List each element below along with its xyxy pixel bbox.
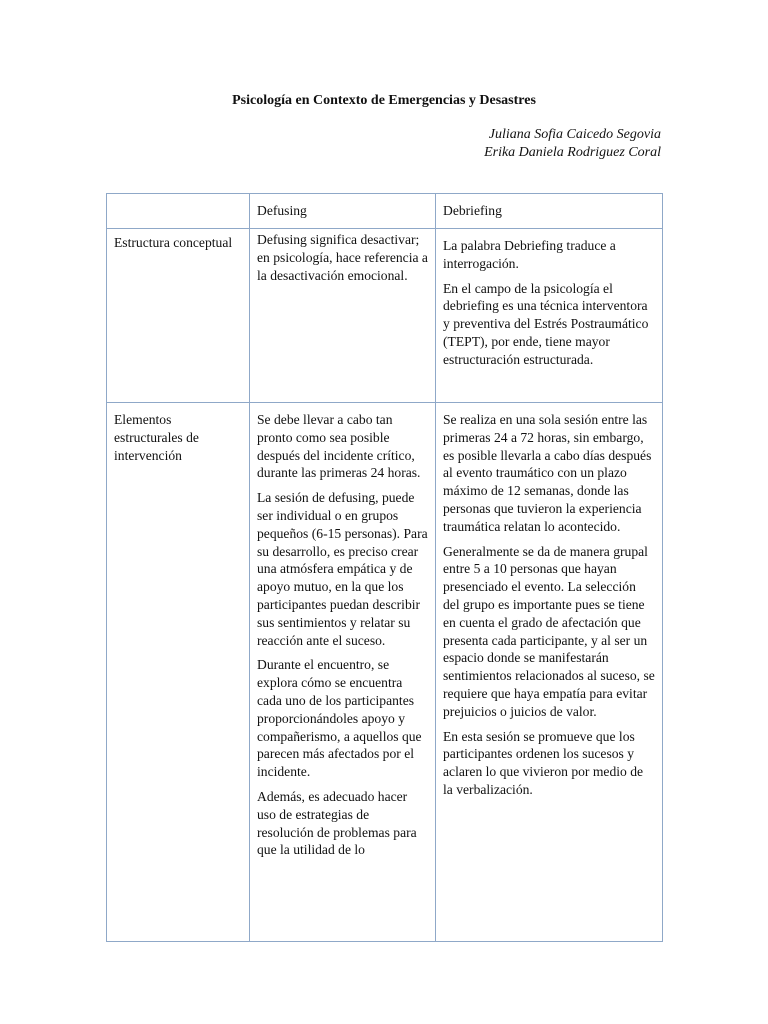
table-row (107, 229, 663, 403)
row-label-text: Elementos estructurales de intervención (114, 412, 199, 463)
cell-paragraph: En el campo de la psicología el debriefing es una técnica interventora y preventiva del Estrés Postraumático (TEPT), por ende, tiene mayor estructuración estructurada. (443, 280, 649, 367)
defusing-cell (250, 229, 436, 403)
cell-paragraph: La palabra Debriefing traduce a interrogación. (443, 238, 616, 271)
row-label (107, 229, 250, 403)
header-cell-defusing: Defusing (250, 194, 436, 229)
debriefing-cell (436, 229, 663, 403)
author-name: Erika Daniela Rodriguez Coral (484, 145, 661, 160)
cell-paragraph: Durante el encuentro, se explora cómo se encuentra cada uno de los participantes proporcionándoles apoyo y compañerismo, a aquellos que parecen más afectados por el incidente. (257, 657, 422, 780)
cell-paragraph: Se realiza en una sola sesión entre las primeras 24 a 72 horas, sin embargo, es posible llevarla a cabo días después al evento traumático con un plazo máximo de 12 semanas, donde las personas que tuvieron la experiencia traumática relatan lo acontecido. (443, 412, 652, 534)
cell-paragraph: Generalmente se da de manera grupal entre 5 a 10 personas que hayan presenciado el evento. La selección del grupo es importante pues se tiene en cuenta el grado de afectación que presenta cada participante, y al ser un espacio donde se manifestarán sentimientos relacionados al suceso, se requiere que haya empatía para evitar prejuicios o juicios de valor. (443, 543, 655, 719)
comparison-table (106, 193, 663, 942)
cell-paragraph: Además, es adecuado hacer uso de estrategias de resolución de problemas para que la utilidad de lo (257, 788, 417, 858)
header-cell-empty (107, 194, 250, 229)
author-list (484, 126, 661, 162)
row-label (107, 403, 250, 942)
document-title: Psicología en Contexto de Emergencias y Desastres (232, 93, 536, 108)
row-label-text: Estructura conceptual (114, 235, 233, 250)
cell-paragraph: La sesión de defusing, puede ser individual o en grupos pequeños (6-15 personas). Para su desarrollo, es preciso crear una atmósfera empática y de apoyo mutuo, en la que los participantes puedan describir sus sentimientos y relatar su reacción ante el suceso. (257, 490, 428, 648)
cell-paragraph: Se debe llevar a cabo tan pronto como sea posible después del incidente crítico, durante las primeras 24 horas. (257, 412, 421, 481)
defusing-cell (250, 403, 436, 942)
author-name: Juliana Sofia Caicedo Segovia (488, 127, 661, 142)
header-cell-debriefing: Debriefing (436, 194, 663, 229)
cell-paragraph: Defusing significa desactivar; en psicología, hace referencia a la desactivación emocional. (257, 232, 428, 283)
cell-paragraph: En esta sesión se promueve que los participantes ordenen los sucesos y aclaren lo que vivieron por medio de la verbalización. (443, 728, 644, 797)
debriefing-cell (436, 403, 663, 942)
table-header-row (107, 194, 663, 229)
table-row (107, 403, 663, 942)
